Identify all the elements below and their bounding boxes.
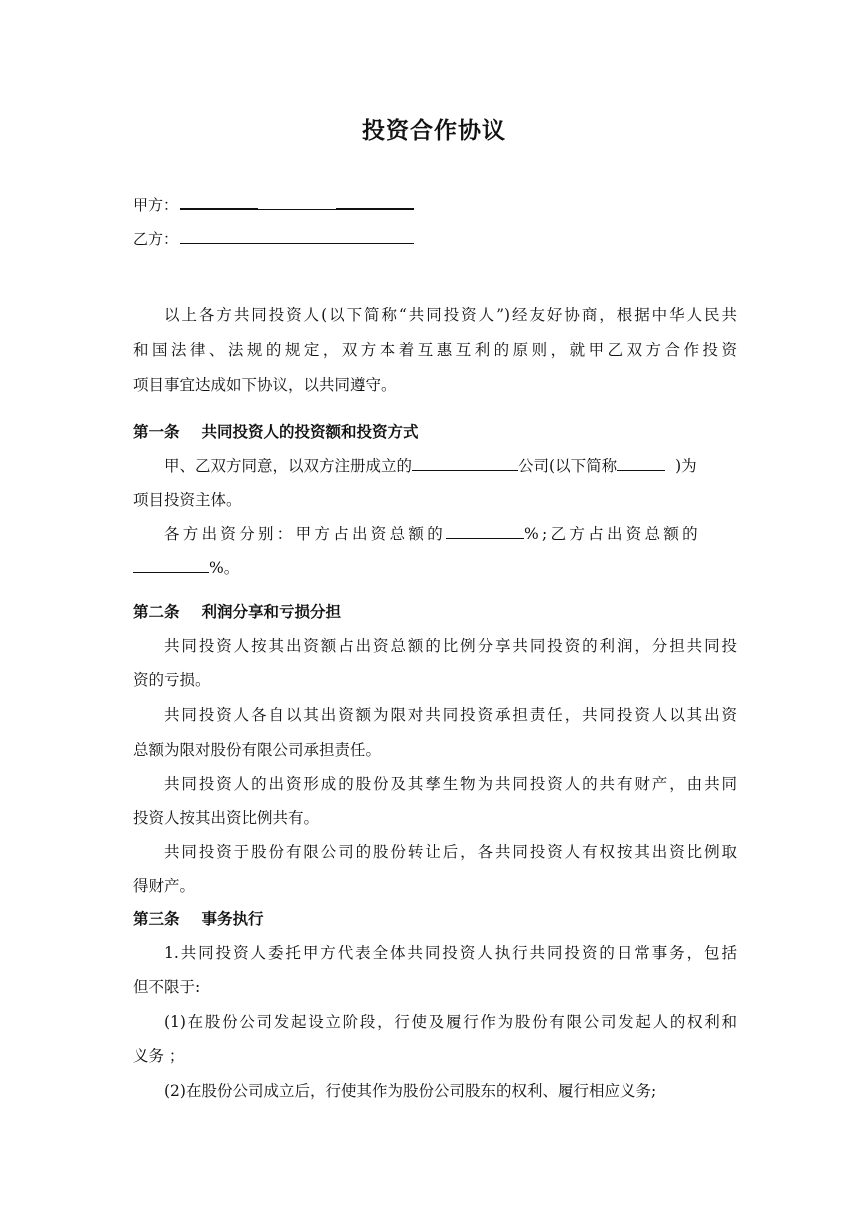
article-2-title: 利润分享和亏损分担 <box>201 603 342 621</box>
intro-line-3: 项目事宜达成如下协议，以共同遵守。 <box>133 376 397 394</box>
article-2-line-2: 资的亏损。 <box>133 671 211 689</box>
article-3-number: 第三条 <box>133 910 180 928</box>
article-3-line-5: (2)在股份公司成立后，行使其作为股份公司股东的权利、履行相应义务; <box>164 1082 657 1100</box>
article-2-line-5: 共同投资人的出资形成的股份及其孳生物为共同投资人的共有财产，由共同 <box>164 775 737 793</box>
party-a-label: 甲方： <box>133 196 179 214</box>
art1-p1-text-a: 甲、乙双方同意，以双方注册成立的 <box>164 457 413 475</box>
party-a-blank <box>180 194 414 210</box>
intro-line-2: 和国法律、法规的规定，双方本着互惠互利的原则，就甲乙双方合作投资 <box>133 341 737 359</box>
short-name-blank <box>617 456 665 471</box>
article-1-para-2 <box>164 524 737 544</box>
article-3-heading <box>133 909 264 929</box>
article-3-title: 事务执行 <box>201 910 264 928</box>
article-1-para-1-line-2: 项目投资主体。 <box>133 491 242 509</box>
party-b-line <box>133 229 414 249</box>
intro-line-1: 以上各方共同投资人(以下简称“共同投资人”)经友好协商，根据中华人民共 <box>164 306 737 324</box>
article-1-para-2-line-2 <box>133 558 737 578</box>
article-3-line-4: 义务 ； <box>133 1047 185 1065</box>
article-2-line-8: 得财产。 <box>133 877 196 895</box>
article-1-title: 共同投资人的投资额和投资方式 <box>201 423 419 441</box>
company-name-blank <box>412 456 518 471</box>
article-2-line-7: 共同投资于股份有限公司的股份转让后，各共同投资人有权按其出资比例取 <box>164 843 737 861</box>
art1-p1-text-c: )为 <box>675 457 697 475</box>
article-3-line-1: 1.共同投资人委托甲方代表全体共同投资人执行共同投资的日常事务，包括 <box>164 944 737 962</box>
article-3-line-3: (1)在股份公司发起设立阶段，行使及履行作为股份有限公司发起人的权利和 <box>164 1013 737 1031</box>
party-b-share-blank <box>133 558 209 573</box>
article-1-para-1 <box>164 456 737 476</box>
article-2-line-6: 投资人按其出资比例共有。 <box>133 809 320 827</box>
article-2-number: 第二条 <box>133 603 180 621</box>
art1-p1-text-b: 公司(以下简称 <box>518 457 618 475</box>
document-title: 投资合作协议 <box>362 118 506 144</box>
art1-p2-text-a: 各方出资分别：甲方占出资总额的 <box>164 525 447 543</box>
article-2-heading <box>133 602 341 622</box>
party-b-label: 乙方： <box>133 230 179 248</box>
party-a-line <box>133 194 414 215</box>
article-2-line-4: 总额为限对股份有限公司承担责任。 <box>133 741 382 759</box>
article-1-number: 第一条 <box>133 423 180 441</box>
art1-p2-text-c: %。 <box>209 559 240 577</box>
article-2-line-1: 共同投资人按其出资额占出资总额的比例分享共同投资的利润，分担共同投 <box>164 637 737 655</box>
article-1-heading <box>133 422 419 442</box>
article-2-line-3: 共同投资人各自以其出资额为限对共同投资承担责任，共同投资人以其出资 <box>164 706 737 724</box>
art1-p2-text-b: %;乙方占出资总额的 <box>524 525 701 543</box>
article-3-line-2: 但不限于: <box>133 978 201 996</box>
party-b-blank <box>180 229 414 244</box>
party-a-share-blank <box>446 524 524 539</box>
